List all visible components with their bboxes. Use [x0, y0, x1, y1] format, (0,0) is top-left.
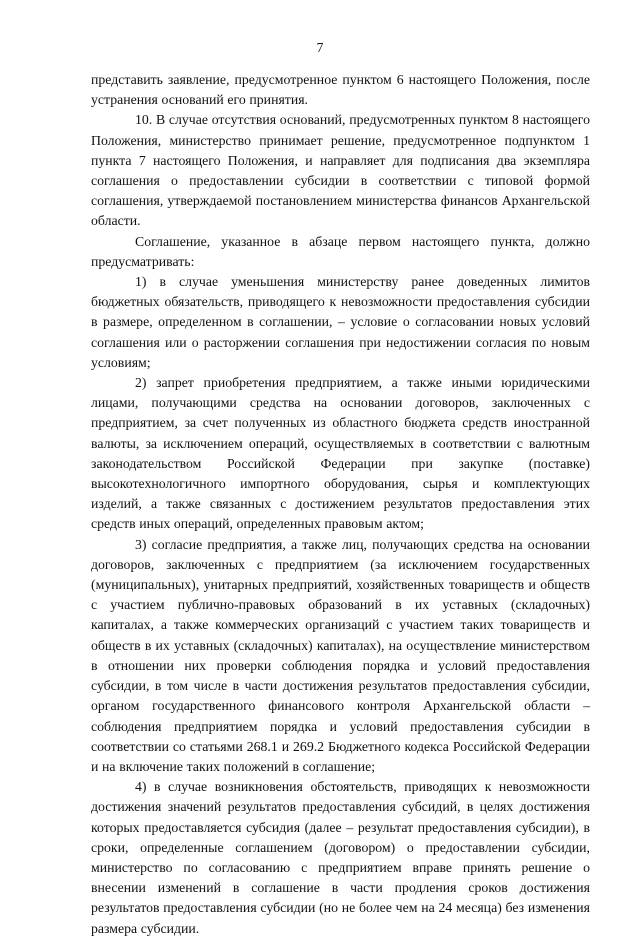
paragraph-subpoint-2: 2) запрет приобретения предприятием, а также иными юридическими лицами, получающими средства на основании договоров, заключенных с предприятием, за счет полученных из областного бюджета средств иностранной валюты, за исключением операций, осуществляемых в соответствии с валютным законодательством Российской Федерации при закупке (поставке) высокотехнологичного импортного оборудования, сырья и комплектующих изделий, а также связанных с достижением результатов предоставления этих средств иных операций, определенных правовым актом;: [91, 375, 590, 532]
paragraph-subpoint-4: 4) в случае возникновения обстоятельств, приводящих к невозможности достижения значений результатов предоставления субсидий, в целях достижения которых предоставляется субсидия (далее – результат предоставления субсидии), в сроки, определенные соглашением (договором) о предоставлении субсидии, министерство по согласованию с предприятием вправе принять решение о внесении изменений в соглашение в части продления сроков достижения результатов предоставления субсидии (но не более чем на 24 месяца) без изменения размера субсидии.: [91, 779, 590, 936]
paragraph-point-10: 10. В случае отсутствия оснований, предусмотренных пунктом 8 настоящего Положения, министерство принимает решение, предусмотренное подпунктом 1 пункта 7 настоящего Положения, и направляет для подписания два экземпляра соглашения о предоставлении субсидии в соответствии с типовой формой соглашения, утверждаемой постановлением министерства финансов Архангельской области.: [91, 112, 590, 229]
paragraph-subpoint-1: 1) в случае уменьшения министерству ранее доведенных лимитов бюджетных обязательств, приводящего к невозможности предоставления субсидии в размере, определенном в соглашении, – условие о согласовании новых условий соглашения или о расторжении соглашения при недостижении согласия по новым условиям;: [91, 274, 590, 370]
page-number: 7: [316, 40, 324, 55]
paragraph-continuation: представить заявление, предусмотренное пунктом 6 настоящего Положения, после устранения оснований его принятия.: [91, 72, 590, 108]
paragraph-agreement-intro: Соглашение, указанное в абзаце первом настоящего пункта, должно предусматривать:: [91, 233, 590, 269]
document-body: [91, 70, 590, 939]
paragraph-subpoint-3: 3) согласие предприятия, а также лиц, получающих средства на основании договоров, заключенных с предприятием (за исключением государственных (муниципальных), унитарных предприятий, хозяйственных товариществ и обществ с участием публично-правовых образований в их уставных (складочных) капиталах, а также коммерческих организаций с участием таких товариществ и обществ в их уставных (складочных) капиталах), на осуществление министерством в отношении них проверки соблюдения порядка и условий предоставления субсидии, в том числе в части достижения результатов предоставления субсидии, органом государственного финансового контроля Архангельской области – соблюдения предприятием порядка и условий предоставления субсидии в соответствии со статьями 268.1 и 269.2 Бюджетного кодекса Российской Федерации и на включение таких положений в соглашение;: [91, 536, 590, 774]
